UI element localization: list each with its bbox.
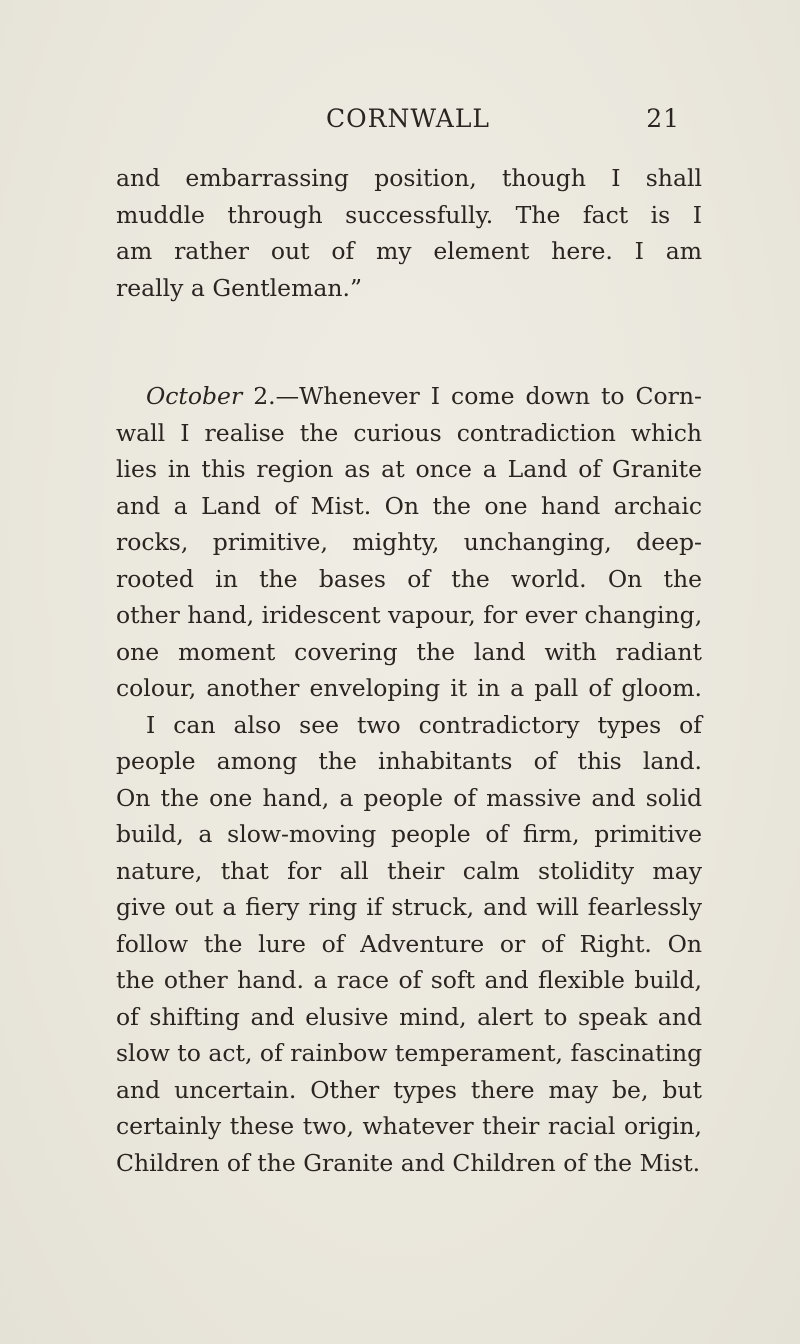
text-line: am rather out of my element here. I am xyxy=(116,237,702,265)
text-line: one moment covering the land with radiant xyxy=(116,637,702,666)
text-line: and uncertain. Other types there may be, but xyxy=(116,1075,702,1104)
text-line: lies in this region as at once a Land of Granite xyxy=(116,455,702,483)
body-text xyxy=(116,160,702,1181)
paragraph-continuation xyxy=(116,160,702,306)
running-head xyxy=(116,104,680,140)
text-line: build, a slow-moving people of firm, primitive xyxy=(116,820,702,848)
text-line: rocks, primitive, mighty, unchanging, deep- xyxy=(116,528,702,556)
text-line: and a Land of Mist. On the one hand archaic xyxy=(116,491,702,520)
text-line: colour, another enveloping it in a pall of gloom. xyxy=(116,674,702,702)
diary-entry-october-2 xyxy=(116,378,702,707)
entry-date: October xyxy=(146,382,243,410)
text-line: really a Gentleman.” xyxy=(116,273,363,302)
text-line: muddle through successfully. The fact is I xyxy=(116,200,702,229)
page-number: 21 xyxy=(646,104,680,133)
text-line xyxy=(116,378,702,415)
text-line: wall I realise the curious contradiction which xyxy=(116,418,702,447)
text-line: of shifting and elusive mind, alert to speak and xyxy=(116,1002,702,1031)
text-line: certainly these two, whatever their racial origin, xyxy=(116,1112,702,1140)
entry-gap xyxy=(116,306,702,378)
text-line: and embarrassing position, though I shall xyxy=(116,164,702,192)
running-title: CORNWALL xyxy=(326,104,491,133)
text-line: I can also see two contradictory types of xyxy=(146,710,702,739)
text-line: give out a fiery ring if struck, and will fearlessly xyxy=(116,893,702,921)
entry-first-line: 2.—Whenever I come down to Corn- xyxy=(253,382,702,410)
text-line: On the one hand, a people of massive and solid xyxy=(116,783,702,812)
text-line: other hand, iridescent vapour, for ever changing, xyxy=(116,601,703,629)
text-line: follow the lure of Adventure or of Right. On xyxy=(116,929,702,958)
text-line: slow to act, of rainbow temperament, fascinating xyxy=(116,1039,703,1067)
text-line: the other hand. a race of soft and flexible build, xyxy=(116,966,702,994)
text-line: nature, that for all their calm stolidity may xyxy=(116,856,702,885)
text-line: people among the inhabitants of this land. xyxy=(116,747,702,775)
text-line: rooted in the bases of the world. On the xyxy=(116,564,702,593)
text-line: Children of the Granite and Children of the Mist. xyxy=(116,1148,701,1177)
paragraph-two-types xyxy=(116,707,702,1182)
